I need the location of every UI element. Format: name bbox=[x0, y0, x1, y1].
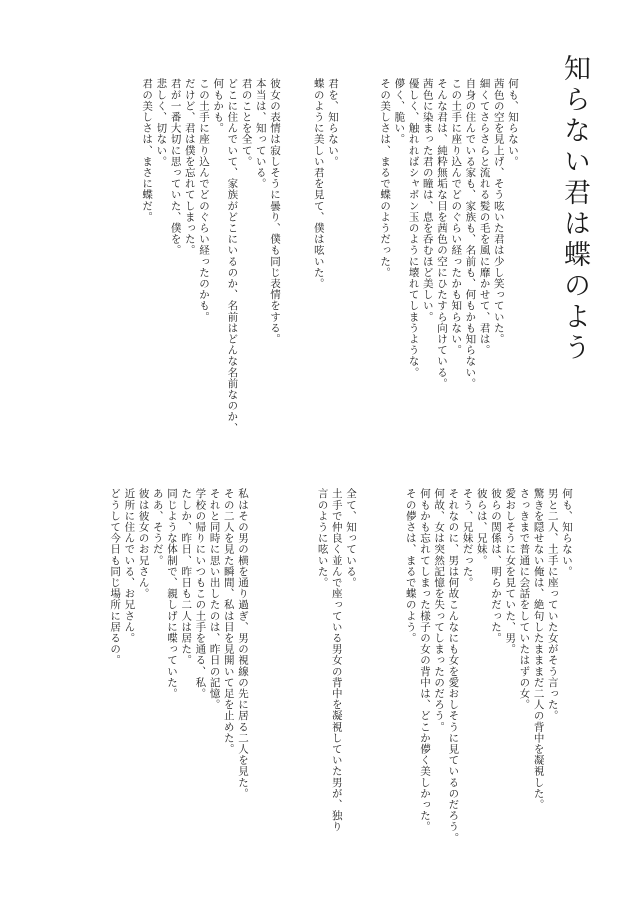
poem-line: 彼女の表情は寂しそうに曇り、僕も同じ表情をする。 bbox=[269, 78, 281, 345]
poem-line: 君のことを全て。 bbox=[240, 78, 253, 167]
poem-line: ああ、そうだ。 bbox=[151, 488, 164, 566]
poem-line: 優しく、触れればシャボン玉のように壊れてしまうような。 bbox=[407, 78, 420, 378]
poem-line: 自身の住んでいる家も、家族も、名前も、何もかも知らない。 bbox=[464, 78, 477, 389]
poem-line: その二人を見た瞬間、私は目を見開いて足を止めた。 bbox=[222, 488, 235, 755]
poem-line: 全て、知っている。 bbox=[345, 488, 357, 588]
poem-line: それと同時に思い出したのは、昨日の記憶。 bbox=[208, 488, 221, 710]
poem-line: そう、兄妹だった。 bbox=[461, 488, 474, 588]
page-title: 知らない君は蝶のよう bbox=[559, 54, 590, 364]
poem-line: 彼らの関係は、明らかだった。 bbox=[489, 488, 502, 644]
poem-block-6 bbox=[80, 488, 250, 868]
poem-line: 何も、知らない。 bbox=[561, 488, 573, 577]
poem-line: 言のように呟いた。 bbox=[316, 488, 329, 588]
poem-line: どこに住んでいて、家族がどこにいるのか、名前はどんな名前なのか、 bbox=[226, 78, 239, 434]
poem-block-2 bbox=[280, 78, 340, 438]
poem-block-3 bbox=[142, 78, 282, 438]
poem-line: 細くてさらさらと流れる髪の毛を風に靡かせて、君は。 bbox=[478, 78, 491, 356]
poem-line: 私はその男の横を通り過ぎ、男の視線の先に居る二人を見た。 bbox=[237, 488, 249, 799]
poem-line: 彼らは、兄妹。 bbox=[475, 488, 488, 566]
poem-line: 驚きを隠せない俺は、絶句したまままだ二人の背中を凝視した。 bbox=[532, 488, 545, 810]
poem-line: たしか、昨日、昨日も二人は居た。 bbox=[180, 488, 193, 666]
poem-line: 茜色の空を見上げ、そう呟いた君は少し笑っていた。 bbox=[492, 78, 505, 345]
poem-line: 男と二人、土手に座っていた女がそう言った。 bbox=[546, 488, 559, 722]
poem-line: 土手で仲良く並んで座っている男女の背中を凝視していた男が、独り bbox=[330, 488, 343, 833]
poem-line: 君の美しさは、まさに蝶だ。 bbox=[141, 78, 154, 223]
poem-line: 君が一番大切に思っていた、僕を。 bbox=[169, 78, 182, 256]
poem-line: 茜色に染まった君の瞳は、息を呑むほど美しい。 bbox=[421, 78, 434, 323]
poem-line: その美しさは、まるで蝶のようだった。 bbox=[379, 78, 392, 278]
poem-line: この土手に座り込んでどのぐらい経ったかも知らない。 bbox=[450, 78, 463, 356]
poem-line: 君を、知らない。 bbox=[327, 78, 339, 167]
poem-line: 悲しく、切ない。 bbox=[155, 78, 168, 167]
poem-line: だけど、君は僕を忘れてしまった。 bbox=[183, 78, 196, 256]
poem-line: 何故、女は突然記憶を失ってしまったのだろう。 bbox=[433, 488, 446, 733]
poem-line: 近所に住んでいる、お兄さん。 bbox=[123, 488, 136, 644]
poem-line: それなのに、男は何故こんなにも女を愛おしそうに見ているのだろう。 bbox=[447, 488, 460, 844]
poem-block-1 bbox=[368, 78, 520, 438]
poem-line: その儚さは、まるで蝶のよう。 bbox=[404, 488, 417, 644]
poem-line: この土手に座り込んでどのぐらい経ったのかも。 bbox=[197, 78, 210, 323]
poem-line: 蝶のように美しい君を見て、僕は呟いた。 bbox=[312, 78, 325, 289]
poem-line: 何もかも。 bbox=[212, 78, 225, 134]
poem-line: 何も、知らない。 bbox=[507, 78, 519, 167]
poem-line: さっきまで普通に会話をしていたはずの女。 bbox=[518, 488, 531, 710]
poem-line: どうして今日も同じ場所に居るの。 bbox=[109, 488, 122, 666]
poem-block-5 bbox=[258, 488, 358, 868]
poem-line: 本当は、知っている。 bbox=[254, 78, 267, 189]
poem-line: 彼は彼女のお兄さん。 bbox=[137, 488, 150, 599]
poem-line: そんな君は、純粋無垢な目を茜色の空にひたすら向けている。 bbox=[435, 78, 448, 389]
poem-block-4 bbox=[404, 488, 574, 868]
poem-line: 同じような体制で、親しげに喋っていた。 bbox=[165, 488, 178, 699]
poem-line: 何もかも忘れてしまった様子の女の背中は、どこか儚く美しかった。 bbox=[418, 488, 431, 833]
poem-line: 儚く、脆い。 bbox=[393, 78, 406, 145]
poem-line: 愛おしそうに女を見ていた、男。 bbox=[504, 488, 517, 655]
poem-line: 学校の帰りにいつもこの土手を通る、私。 bbox=[194, 488, 207, 699]
